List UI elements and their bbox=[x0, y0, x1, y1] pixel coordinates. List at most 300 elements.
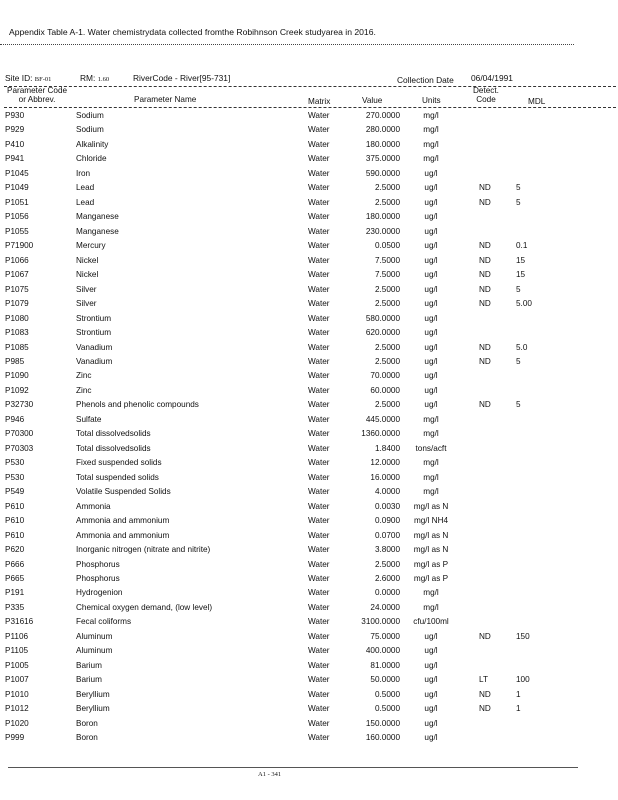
value-cell: 230.0000 bbox=[365, 226, 400, 236]
matrix-cell: Water bbox=[308, 125, 330, 135]
parameter-name-cell: Inorganic nitrogen (nitrate and nitrite) bbox=[76, 545, 211, 555]
units-cell: mg/l bbox=[423, 458, 439, 468]
table-row bbox=[0, 109, 618, 123]
matrix-cell: Water bbox=[308, 356, 330, 366]
parameter-code-cell: P610 bbox=[5, 516, 25, 526]
units-cell: ug/l bbox=[424, 299, 438, 309]
units-cell: ug/l bbox=[424, 342, 438, 352]
parameter-name-cell: Zinc bbox=[76, 385, 92, 395]
parameter-code-cell: P1085 bbox=[5, 342, 29, 352]
table-row bbox=[0, 630, 618, 644]
parameter-name-cell: Nickel bbox=[76, 255, 99, 265]
matrix-cell: Water bbox=[308, 270, 330, 280]
detect-code-cell: ND bbox=[479, 689, 491, 699]
header-mdl: MDL bbox=[528, 97, 546, 106]
parameter-code-cell: P929 bbox=[5, 125, 25, 135]
parameter-code-cell: P335 bbox=[5, 602, 25, 612]
detect-code-cell: ND bbox=[479, 299, 491, 309]
title-divider bbox=[0, 44, 574, 45]
table-row bbox=[0, 283, 618, 297]
units-cell: ug/l bbox=[424, 646, 438, 656]
parameter-name-cell: Phosphorus bbox=[76, 559, 120, 569]
mdl-cell: 5.0 bbox=[516, 342, 528, 352]
table-row bbox=[0, 369, 618, 383]
parameter-code-cell: P1007 bbox=[5, 675, 29, 685]
parameter-name-cell: Mercury bbox=[76, 241, 106, 251]
parameter-code-cell: P1066 bbox=[5, 255, 29, 265]
units-cell: mg/l bbox=[423, 602, 439, 612]
parameter-code-cell: P31616 bbox=[5, 617, 34, 627]
header-top-divider bbox=[4, 86, 616, 87]
parameter-code-cell: P1092 bbox=[5, 385, 29, 395]
table-row bbox=[0, 181, 618, 195]
parameter-name-cell: Manganese bbox=[76, 212, 119, 222]
value-cell: 400.0000 bbox=[365, 646, 400, 656]
table-row bbox=[0, 471, 618, 485]
header-parameter-code-line2: or Abbrev. bbox=[18, 95, 56, 104]
matrix-cell: Water bbox=[308, 111, 330, 120]
parameter-name-cell: Nickel bbox=[76, 270, 99, 280]
units-cell: mg/l bbox=[423, 414, 439, 424]
matrix-cell: Water bbox=[308, 385, 330, 395]
units-cell: mg/l as N bbox=[413, 530, 449, 540]
table-row bbox=[0, 167, 618, 181]
header-parameter-code-line1: Parameter Code bbox=[7, 86, 68, 95]
parameter-code-cell: P70300 bbox=[5, 429, 34, 439]
parameter-code-cell: P985 bbox=[5, 356, 25, 366]
mdl-cell: 5.00 bbox=[516, 299, 532, 309]
units-cell: ug/l bbox=[424, 226, 438, 236]
value-cell: 590.0000 bbox=[365, 168, 400, 178]
mdl-cell: 5 bbox=[516, 356, 521, 366]
detect-code-cell: LT bbox=[479, 675, 488, 685]
table-row bbox=[0, 413, 618, 427]
parameter-code-cell: P946 bbox=[5, 414, 25, 424]
parameter-code-cell: P1012 bbox=[5, 704, 29, 714]
parameter-name-cell: Manganese bbox=[76, 226, 119, 236]
value-cell: 7.5000 bbox=[374, 255, 400, 265]
parameter-name-cell: Beryllium bbox=[76, 689, 110, 699]
value-cell: 375.0000 bbox=[365, 154, 400, 164]
units-cell: mg/l as P bbox=[413, 574, 449, 583]
matrix-cell: Water bbox=[308, 487, 330, 497]
table-row bbox=[0, 384, 618, 398]
parameter-code-cell: P930 bbox=[5, 111, 25, 120]
units-cell: ug/l bbox=[424, 675, 438, 685]
matrix-cell: Water bbox=[308, 168, 330, 178]
value-cell: 12.0000 bbox=[370, 458, 400, 468]
parameter-code-cell: P1049 bbox=[5, 183, 29, 193]
parameter-name-cell: Total dissolvedsolids bbox=[76, 429, 151, 439]
parameter-name-cell: Fixed suspended solids bbox=[76, 458, 162, 468]
mdl-cell: 15 bbox=[516, 270, 526, 280]
parameter-name-cell: Sodium bbox=[76, 111, 104, 120]
value-cell: 0.0900 bbox=[374, 516, 400, 526]
value-cell: 81.0000 bbox=[370, 660, 400, 670]
matrix-cell: Water bbox=[308, 255, 330, 265]
header-detect-line1: Detect. bbox=[473, 86, 499, 95]
table-row bbox=[0, 312, 618, 326]
table-row bbox=[0, 268, 618, 282]
table-row bbox=[0, 442, 618, 456]
parameter-code-cell: P1080 bbox=[5, 313, 29, 323]
parameter-name-cell: Total suspended solids bbox=[76, 472, 159, 482]
units-cell: mg/l NH4 bbox=[413, 516, 449, 526]
parameter-name-cell: Phosphorus bbox=[76, 574, 120, 583]
value-cell: 70.0000 bbox=[370, 371, 400, 381]
detect-code-cell: ND bbox=[479, 255, 491, 265]
table-row bbox=[0, 427, 618, 441]
units-cell: ug/l bbox=[424, 356, 438, 366]
parameter-code-cell: P999 bbox=[5, 733, 25, 743]
parameter-name-cell: Lead bbox=[76, 183, 95, 193]
parameter-code-cell: P530 bbox=[5, 472, 25, 482]
units-cell: mg/l bbox=[423, 429, 439, 439]
table-row bbox=[0, 601, 618, 615]
parameter-name-cell: Alkalinity bbox=[76, 139, 109, 149]
value-cell: 0.0000 bbox=[374, 588, 400, 598]
parameter-code-cell: P665 bbox=[5, 574, 25, 583]
units-cell: cfu/100ml bbox=[413, 617, 449, 627]
parameter-code-cell: P1106 bbox=[5, 631, 29, 641]
parameter-code-cell: P530 bbox=[5, 458, 25, 468]
parameter-name-cell: Vanadium bbox=[76, 342, 113, 352]
detect-code-cell: ND bbox=[479, 704, 491, 714]
matrix-cell: Water bbox=[308, 472, 330, 482]
parameter-name-cell: Phenols and phenolic compounds bbox=[76, 400, 199, 410]
value-cell: 2.5000 bbox=[374, 299, 400, 309]
value-cell: 180.0000 bbox=[365, 212, 400, 222]
parameter-code-cell: P620 bbox=[5, 545, 25, 555]
value-cell: 2.6000 bbox=[374, 574, 400, 583]
mdl-cell: 5 bbox=[516, 284, 521, 294]
value-cell: 60.0000 bbox=[370, 385, 400, 395]
parameter-code-cell: P610 bbox=[5, 530, 25, 540]
matrix-cell: Water bbox=[308, 574, 330, 583]
header-detect-line2: Code bbox=[476, 95, 496, 104]
value-cell: 620.0000 bbox=[365, 328, 400, 338]
table-row bbox=[0, 543, 618, 557]
table-row bbox=[0, 297, 618, 311]
parameter-code-cell: P71900 bbox=[5, 241, 34, 251]
mdl-cell: 5 bbox=[516, 183, 521, 193]
units-cell: ug/l bbox=[424, 183, 438, 193]
table-row bbox=[0, 702, 618, 716]
matrix-cell: Water bbox=[308, 675, 330, 685]
units-cell: ug/l bbox=[424, 718, 438, 728]
value-cell: 180.0000 bbox=[365, 139, 400, 149]
header-detect-code bbox=[473, 86, 499, 104]
table-row bbox=[0, 644, 618, 658]
parameter-code-cell: P1075 bbox=[5, 284, 29, 294]
value-cell: 270.0000 bbox=[365, 111, 400, 120]
parameter-name-cell: Silver bbox=[76, 299, 97, 309]
header-parameter-code bbox=[7, 86, 67, 104]
parameter-name-cell: Sulfate bbox=[76, 414, 102, 424]
table-row bbox=[0, 123, 618, 137]
matrix-cell: Water bbox=[308, 342, 330, 352]
mdl-cell: 1 bbox=[516, 704, 521, 714]
value-cell: 0.5000 bbox=[374, 689, 400, 699]
matrix-cell: Water bbox=[308, 443, 330, 453]
header-value: Value bbox=[362, 96, 383, 105]
table-row bbox=[0, 572, 618, 586]
table-row bbox=[0, 529, 618, 543]
river-mile bbox=[80, 73, 109, 83]
matrix-cell: Water bbox=[308, 689, 330, 699]
parameter-code-cell: P1020 bbox=[5, 718, 29, 728]
parameter-name-cell: Barium bbox=[76, 660, 102, 670]
units-cell: mg/l bbox=[423, 472, 439, 482]
matrix-cell: Water bbox=[308, 371, 330, 381]
value-cell: 2.5000 bbox=[374, 559, 400, 569]
value-cell: 280.0000 bbox=[365, 125, 400, 135]
detect-code-cell: ND bbox=[479, 270, 491, 280]
mdl-cell: 100 bbox=[516, 675, 530, 685]
value-cell: 2.5000 bbox=[374, 197, 400, 207]
matrix-cell: Water bbox=[308, 154, 330, 164]
site-id-label: Site ID: bbox=[5, 73, 33, 83]
value-cell: 7.5000 bbox=[374, 270, 400, 280]
river-code: RiverCode - River[95-731] bbox=[133, 73, 231, 83]
table-row bbox=[0, 341, 618, 355]
mdl-cell: 5 bbox=[516, 197, 521, 207]
units-cell: ug/l bbox=[424, 284, 438, 294]
parameter-code-cell: P70303 bbox=[5, 443, 34, 453]
units-cell: tons/acft bbox=[415, 443, 447, 453]
value-cell: 1360.0000 bbox=[361, 429, 400, 439]
units-cell: ug/l bbox=[424, 689, 438, 699]
site-id-value: BF-01 bbox=[34, 76, 52, 83]
parameter-name-cell: Aluminum bbox=[76, 646, 113, 656]
units-cell: ug/l bbox=[424, 704, 438, 714]
parameter-code-cell: P1055 bbox=[5, 226, 29, 236]
value-cell: 0.0700 bbox=[374, 530, 400, 540]
units-cell: mg/l bbox=[423, 487, 439, 497]
parameter-name-cell: Chloride bbox=[76, 154, 107, 164]
parameter-code-cell: P1083 bbox=[5, 328, 29, 338]
parameter-name-cell: Ammonia and ammonium bbox=[76, 516, 170, 526]
parameter-code-cell: P666 bbox=[5, 559, 25, 569]
units-cell: mg/l as P bbox=[413, 559, 449, 569]
value-cell: 150.0000 bbox=[365, 718, 400, 728]
matrix-cell: Water bbox=[308, 212, 330, 222]
parameter-code-cell: P1067 bbox=[5, 270, 29, 280]
units-cell: ug/l bbox=[424, 660, 438, 670]
parameter-code-cell: P549 bbox=[5, 487, 25, 497]
detect-code-cell: ND bbox=[479, 356, 491, 366]
detect-code-cell: ND bbox=[479, 631, 491, 641]
matrix-cell: Water bbox=[308, 284, 330, 294]
parameter-code-cell: P410 bbox=[5, 139, 25, 149]
matrix-cell: Water bbox=[308, 617, 330, 627]
matrix-cell: Water bbox=[308, 530, 330, 540]
footer-divider bbox=[8, 767, 578, 768]
value-cell: 2.5000 bbox=[374, 284, 400, 294]
parameter-code-cell: P941 bbox=[5, 154, 25, 164]
matrix-cell: Water bbox=[308, 704, 330, 714]
parameter-code-cell: P1045 bbox=[5, 168, 29, 178]
parameter-name-cell: Barium bbox=[76, 675, 102, 685]
rm-label: RM: bbox=[80, 73, 96, 83]
parameter-code-cell: P610 bbox=[5, 501, 25, 511]
mdl-cell: 1 bbox=[516, 689, 521, 699]
units-cell: mg/l bbox=[423, 111, 439, 120]
parameter-code-cell: P191 bbox=[5, 588, 25, 598]
parameter-name-cell: Ammonia bbox=[76, 501, 111, 511]
table-row bbox=[0, 138, 618, 152]
matrix-cell: Water bbox=[308, 545, 330, 555]
value-cell: 2.5000 bbox=[374, 356, 400, 366]
table-row bbox=[0, 225, 618, 239]
data-table-body bbox=[0, 109, 618, 746]
matrix-cell: Water bbox=[308, 183, 330, 193]
parameter-name-cell: Beryllium bbox=[76, 704, 110, 714]
matrix-cell: Water bbox=[308, 501, 330, 511]
table-row bbox=[0, 688, 618, 702]
parameter-name-cell: Lead bbox=[76, 197, 95, 207]
table-row bbox=[0, 152, 618, 166]
table-row bbox=[0, 456, 618, 470]
matrix-cell: Water bbox=[308, 313, 330, 323]
collection-date: 06/04/1991 bbox=[471, 73, 513, 83]
matrix-cell: Water bbox=[308, 588, 330, 598]
value-cell: 580.0000 bbox=[365, 313, 400, 323]
value-cell: 50.0000 bbox=[370, 675, 400, 685]
parameter-code-cell: P1005 bbox=[5, 660, 29, 670]
table-row bbox=[0, 485, 618, 499]
units-cell: ug/l bbox=[424, 212, 438, 222]
matrix-cell: Water bbox=[308, 646, 330, 656]
value-cell: 16.0000 bbox=[370, 472, 400, 482]
matrix-cell: Water bbox=[308, 458, 330, 468]
parameter-name-cell: Aluminum bbox=[76, 631, 113, 641]
detect-code-cell: ND bbox=[479, 342, 491, 352]
parameter-name-cell: Volatile Suspended Solids bbox=[76, 487, 171, 497]
table-row bbox=[0, 586, 618, 600]
detect-code-cell: ND bbox=[479, 197, 491, 207]
units-cell: ug/l bbox=[424, 385, 438, 395]
matrix-cell: Water bbox=[308, 660, 330, 670]
header-matrix: Matrix bbox=[308, 97, 331, 106]
units-cell: mg/l as N bbox=[413, 545, 449, 555]
value-cell: 2.5000 bbox=[374, 400, 400, 410]
detect-code-cell: ND bbox=[479, 400, 491, 410]
value-cell: 445.0000 bbox=[365, 414, 400, 424]
units-cell: ug/l bbox=[424, 400, 438, 410]
header-bottom-divider bbox=[4, 107, 616, 108]
parameter-code-cell: P1056 bbox=[5, 212, 29, 222]
parameter-name-cell: Vanadium bbox=[76, 356, 113, 366]
parameter-name-cell: Boron bbox=[76, 733, 98, 743]
units-cell: ug/l bbox=[424, 371, 438, 381]
page-number: A1 - 341 bbox=[258, 771, 282, 778]
parameter-code-cell: P1079 bbox=[5, 299, 29, 309]
value-cell: 75.0000 bbox=[370, 631, 400, 641]
value-cell: 1.8400 bbox=[374, 443, 400, 453]
units-cell: ug/l bbox=[424, 733, 438, 743]
units-cell: ug/l bbox=[424, 631, 438, 641]
mdl-cell: 5 bbox=[516, 400, 521, 410]
rm-value: 1.60 bbox=[97, 76, 110, 83]
units-cell: ug/l bbox=[424, 168, 438, 178]
value-cell: 160.0000 bbox=[365, 733, 400, 743]
matrix-cell: Water bbox=[308, 516, 330, 526]
units-cell: ug/l bbox=[424, 241, 438, 251]
parameter-name-cell: Strontium bbox=[76, 313, 112, 323]
parameter-code-cell: P1090 bbox=[5, 371, 29, 381]
detect-code-cell: ND bbox=[479, 183, 491, 193]
matrix-cell: Water bbox=[308, 299, 330, 309]
matrix-cell: Water bbox=[308, 400, 330, 410]
table-row bbox=[0, 326, 618, 340]
value-cell: 0.5000 bbox=[374, 704, 400, 714]
matrix-cell: Water bbox=[308, 139, 330, 149]
parameter-code-cell: P1010 bbox=[5, 689, 29, 699]
units-cell: ug/l bbox=[424, 255, 438, 265]
units-cell: mg/l bbox=[423, 125, 439, 135]
matrix-cell: Water bbox=[308, 631, 330, 641]
matrix-cell: Water bbox=[308, 328, 330, 338]
mdl-cell: 0.1 bbox=[516, 241, 528, 251]
parameter-name-cell: Iron bbox=[76, 168, 91, 178]
header-parameter-name: Parameter Name bbox=[134, 95, 197, 104]
table-row bbox=[0, 673, 618, 687]
units-cell: ug/l bbox=[424, 197, 438, 207]
table-row bbox=[0, 659, 618, 673]
units-cell: mg/l bbox=[423, 588, 439, 598]
parameter-name-cell: Sodium bbox=[76, 125, 104, 135]
units-cell: ug/l bbox=[424, 270, 438, 280]
detect-code-cell: ND bbox=[479, 284, 491, 294]
parameter-code-cell: P32730 bbox=[5, 400, 34, 410]
table-row bbox=[0, 717, 618, 731]
parameter-name-cell: Hydrogenion bbox=[76, 588, 123, 598]
header-units: Units bbox=[422, 96, 441, 105]
units-cell: ug/l bbox=[424, 328, 438, 338]
matrix-cell: Water bbox=[308, 602, 330, 612]
value-cell: 0.0500 bbox=[374, 241, 400, 251]
table-title: Appendix Table A-1. Water chemistrydata collected fromthe Robihnson Creek studyarea in 2016. bbox=[9, 27, 376, 37]
table-row bbox=[0, 196, 618, 210]
site-id bbox=[5, 73, 51, 83]
parameter-name-cell: Zinc bbox=[76, 371, 92, 381]
units-cell: mg/l bbox=[423, 139, 439, 149]
table-row bbox=[0, 239, 618, 253]
table-row bbox=[0, 514, 618, 528]
parameter-code-cell: P1051 bbox=[5, 197, 29, 207]
units-cell: mg/l as N bbox=[413, 501, 449, 511]
value-cell: 24.0000 bbox=[370, 602, 400, 612]
parameter-name-cell: Total dissolvedsolids bbox=[76, 443, 151, 453]
units-cell: ug/l bbox=[424, 313, 438, 323]
parameter-code-cell: P1105 bbox=[5, 646, 29, 656]
detect-code-cell: ND bbox=[479, 241, 491, 251]
parameter-name-cell: Chemical oxygen demand, (low level) bbox=[76, 602, 213, 612]
value-cell: 3100.0000 bbox=[361, 617, 400, 627]
value-cell: 0.0030 bbox=[374, 501, 400, 511]
parameter-name-cell: Silver bbox=[76, 284, 97, 294]
matrix-cell: Water bbox=[308, 733, 330, 743]
matrix-cell: Water bbox=[308, 429, 330, 439]
value-cell: 2.5000 bbox=[374, 183, 400, 193]
matrix-cell: Water bbox=[308, 241, 330, 251]
table-row bbox=[0, 731, 618, 745]
matrix-cell: Water bbox=[308, 226, 330, 236]
parameter-name-cell: Ammonia and ammonium bbox=[76, 530, 170, 540]
value-cell: 2.5000 bbox=[374, 342, 400, 352]
value-cell: 3.8000 bbox=[374, 545, 400, 555]
